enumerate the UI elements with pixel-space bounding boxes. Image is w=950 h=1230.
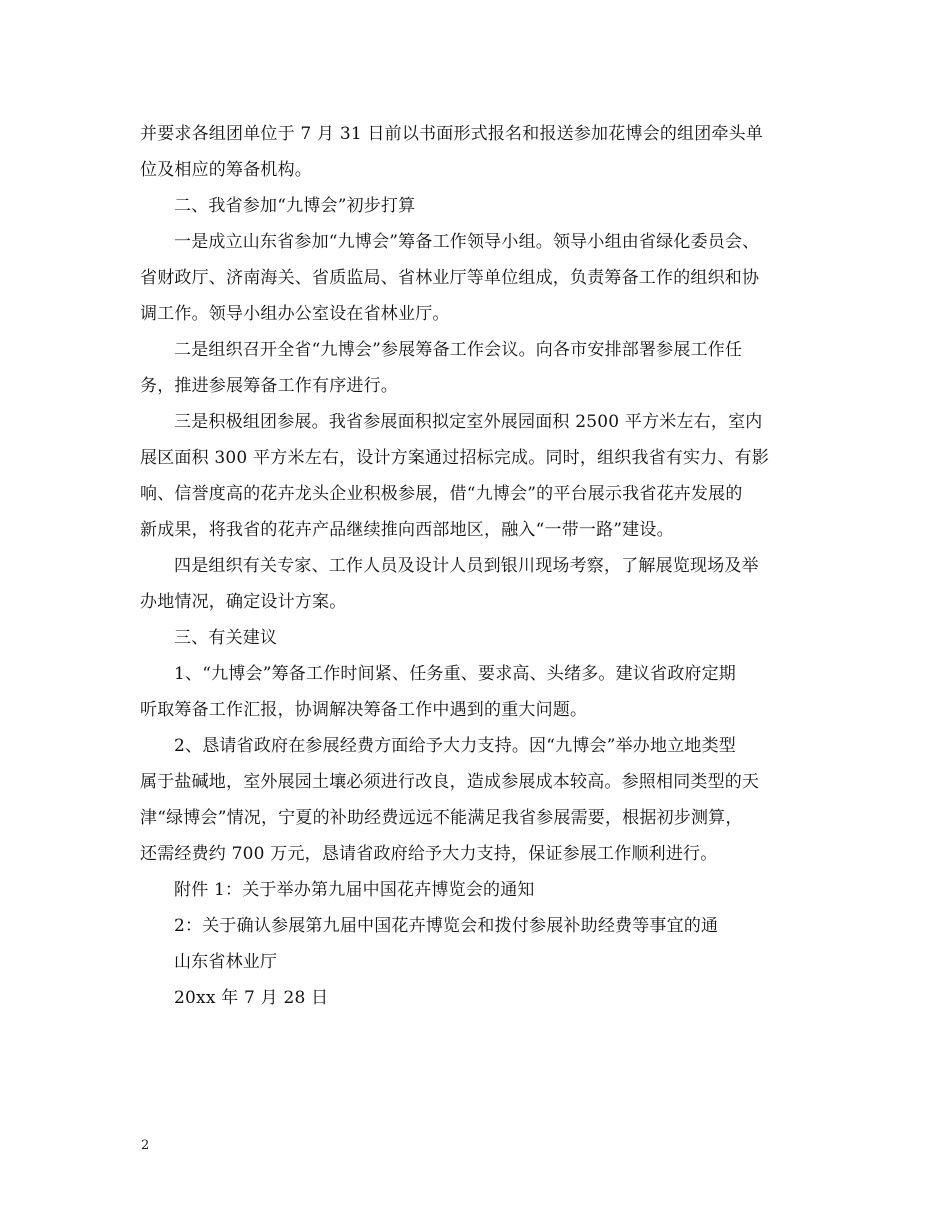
- attachment-line: 2：关于确认参展第九届中国花卉博览会和拨付参展补助经费等事宜的通: [174, 916, 719, 936]
- text-line: 办地情况，确定设计方案。: [140, 592, 347, 612]
- text-line: 2、恳请省政府在参展经费方面给予大力支持。因“九博会”举办地立地类型: [174, 736, 736, 756]
- text-line: 一是成立山东省参加“九博会”筹备工作领导小组。领导小组由省绿化委员会、: [174, 232, 760, 252]
- text-line: 并要求各组团单位于 7 月 31 日前以书面形式报名和报送参加花博会的组团牵头单: [140, 124, 764, 144]
- text-line: 二是组织召开全省“九博会”参展筹备工作会议。向各市安排部署参展工作任: [174, 340, 743, 360]
- text-line: 务，推进参展筹备工作有序进行。: [140, 376, 398, 396]
- section-heading: 三、有关建议: [174, 628, 278, 648]
- text-line: 听取筹备工作汇报，协调解决筹备工作中遇到的重大问题。: [140, 700, 588, 720]
- text-line: 响、信誉度高的花卉龙头企业积极参展，借“九博会”的平台展示我省花卉发展的: [140, 484, 743, 504]
- text-line: 新成果，将我省的花卉产品继续推向西部地区，融入“一带一路”建设。: [140, 520, 674, 540]
- text-line: 还需经费约 700 万元，恳请省政府给予大力支持，保证参展工作顺利进行。: [140, 844, 718, 864]
- text-line: 津“绿博会”情况，宁夏的补助经费远远不能满足我省参展需要，根据初步测算，: [140, 808, 743, 828]
- section-heading: 二、我省参加“九博会”初步打算: [174, 196, 416, 216]
- page-number: 2: [141, 1138, 150, 1153]
- text-line: 四是组织有关专家、工作人员及设计人员到银川现场考察，了解展览现场及举: [174, 556, 759, 576]
- document-body: [140, 116, 830, 1016]
- text-line: 位及相应的筹备机构。: [140, 160, 312, 180]
- text-line: 1、“九博会”筹备工作时间紧、任务重、要求高、头绪多。建议省政府定期: [174, 664, 736, 684]
- attachment-line: 附件 1：关于举办第九届中国花卉博览会的通知: [174, 880, 535, 900]
- signature-org: 山东省林业厅: [174, 952, 278, 972]
- text-line: 调工作。领导小组办公室设在省林业厅。: [140, 304, 450, 324]
- text-line: 展区面积 300 平方米左右，设计方案通过招标完成。同时，组织我省有实力、有影: [140, 448, 770, 468]
- text-line: 三是积极组团参展。我省参展面积拟定室外展园面积 2500 平方米左右，室内: [174, 412, 763, 432]
- text-line: 省财政厅、济南海关、省质监局、省林业厅等单位组成，负责筹备工作的组织和协: [140, 268, 760, 288]
- signature-date: 20xx 年 7 月 28 日: [174, 988, 329, 1008]
- text-line: 属于盐碱地，室外展园土壤必须进行改良，造成参展成本较高。参照相同类型的天: [140, 772, 760, 792]
